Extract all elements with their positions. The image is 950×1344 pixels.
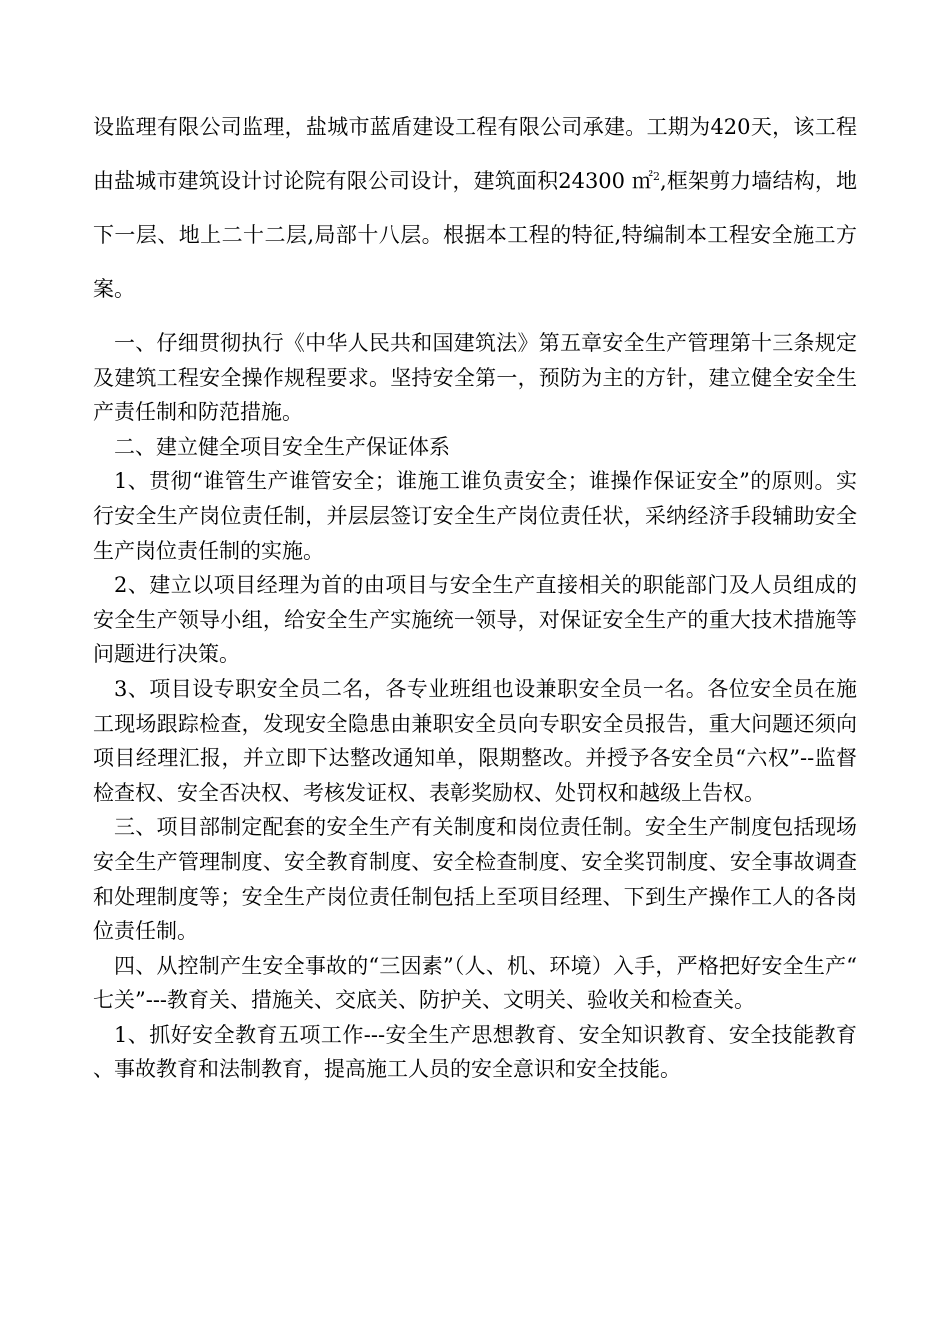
paragraph-section-2-item-1: 1、贯彻“谁管生产谁管安全；谁施工谁负责安全；谁操作保证安全”的原则。实行安全生产岗位责任制，并层层签订安全生产岗位责任状，采纳经济手段辅助安全生产岗位责任制的实施。	[93, 469, 857, 563]
paragraph-section-2-item-3: 3、项目设专职安全员二名，各专业班组也设兼职安全员一名。各位安全员在施工现场跟踪检查，发现安全隐患由兼职安全员向专职安全员报告，重大问题还须向项目经理汇报，并立即下达整改通知单，限期整改。并授予各安全员“六权”--监督检查权、安全否决权、考核发证权、表彰奖励权、处罚权和越级上告权。	[93, 676, 857, 805]
paragraph-section-3: 三、项目部制定配套的安全生产有关制度和岗位责任制。安全生产制度包括现场安全生产管理制度、安全教育制度、安全检查制度、安全奖罚制度、安全事故调查和处理制度等；安全生产岗位责任制包括上至项目经理、下到生产操作工人的各岗位责任制。	[93, 815, 857, 944]
paragraph-section-4-item-1: 1、抓好安全教育五项工作---安全生产思想教育、安全知识教育、安全技能教育、事故教育和法制教育，提高施工人员的安全意识和安全技能。	[93, 1022, 857, 1082]
paragraph-section-2-item-2: 2、建立以项目经理为首的由项目与安全生产直接相关的职能部门及人员组成的安全生产领导小组，给安全生产实施统一领导，对保证安全生产的重大技术措施等问题进行决策。	[93, 573, 857, 667]
paragraph-section-4: 四、从控制产生安全事故的“三因素”（人、机、环境）入手，严格把好安全生产“七关”---教育关、措施关、交底关、防护关、文明关、验收关和检查关。	[93, 953, 857, 1013]
paragraph-spacer	[93, 316, 857, 326]
area-unit-superscript: 2	[653, 170, 660, 183]
intro-paragraph	[93, 100, 857, 316]
paragraph-section-1: 一、仔细贯彻执行《中华人民共和国建筑法》第五章安全生产管理第十三条规定及建筑工程安全操作规程要求。坚持安全第一，预防为主的方针，建立健全安全生产责任制和防范措施。	[93, 331, 857, 425]
paragraph-section-2-heading: 二、建立健全项目安全生产保证体系	[114, 434, 450, 459]
intro-text-part-2: ,框架剪力墙结构，地下一层、地上二十二层,局部十八层。根据本工程的特征,特编制本工程安全施工方案。	[93, 169, 857, 301]
intro-text-part-1: 设监理有限公司监理，盐城市蓝盾建设工程有限公司承建。工期为420天，该工程由盐城市建筑设计讨论院有限公司设计，建筑面积24300 ㎡	[93, 115, 857, 193]
